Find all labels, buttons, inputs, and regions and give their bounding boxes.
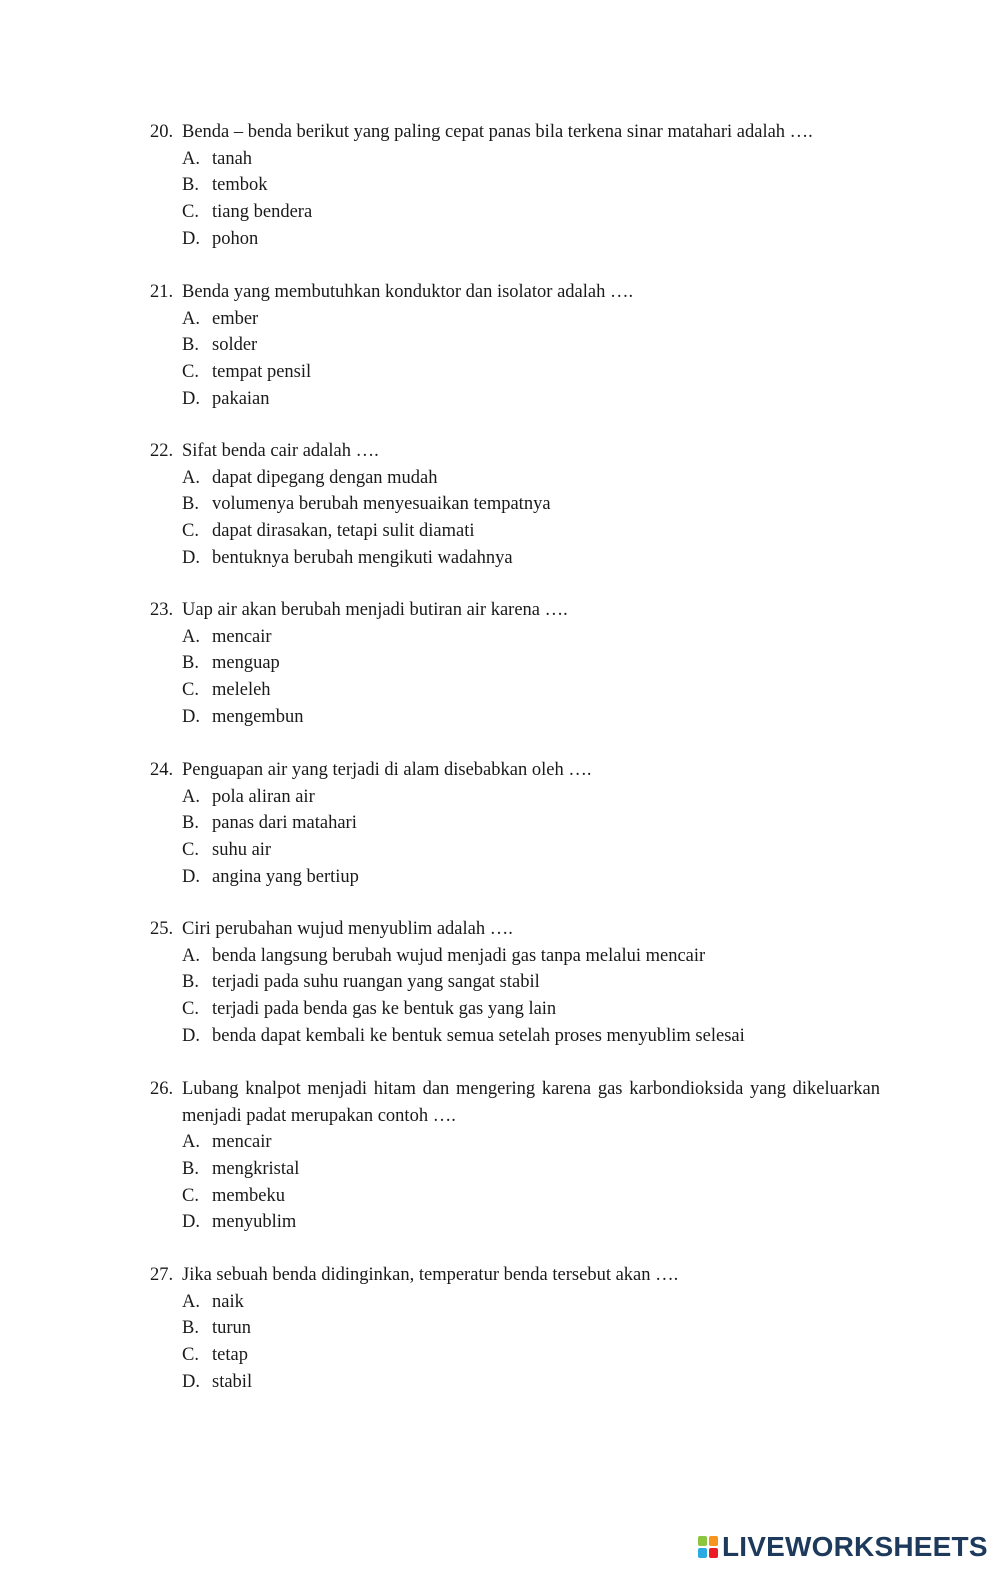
option-list: [150, 465, 880, 572]
option-text: pakaian: [212, 388, 270, 409]
option-b[interactable]: [150, 810, 880, 837]
option-b[interactable]: [150, 1315, 880, 1342]
question-prompt: Penguapan air yang terjadi di alam disebabkan oleh ….: [182, 760, 592, 780]
option-c[interactable]: [150, 518, 880, 545]
option-text: pohon: [212, 228, 259, 249]
option-letter: C.: [182, 362, 199, 383]
option-text: benda dapat kembali ke bentuk semua setelah proses menyublim selesai: [212, 1025, 745, 1046]
option-letter: B.: [182, 653, 199, 674]
question-prompt: Sifat benda cair adalah ….: [182, 441, 379, 461]
option-letter: C.: [182, 521, 199, 542]
option-text: ember: [212, 308, 259, 329]
option-letter: C.: [182, 1345, 199, 1366]
option-list: [150, 624, 880, 731]
option-letter: B.: [182, 335, 199, 356]
option-letter: D.: [182, 547, 200, 568]
option-letter: A.: [182, 1291, 200, 1312]
option-b[interactable]: [150, 969, 880, 996]
option-letter: A.: [182, 626, 200, 647]
question-25: [150, 916, 880, 1049]
question-number: 22.: [150, 441, 174, 461]
question-text: [150, 757, 880, 784]
option-text: panas dari matahari: [212, 813, 357, 834]
option-text: naik: [212, 1291, 244, 1312]
question-21: [150, 279, 880, 412]
question-number: 25.: [150, 919, 174, 939]
option-b[interactable]: [150, 491, 880, 518]
question-23: [150, 597, 880, 730]
option-text: tiang bendera: [212, 202, 313, 223]
option-text: bentuknya berubah mengikuti wadahnya: [212, 547, 513, 568]
option-d[interactable]: [150, 1369, 880, 1396]
option-text: terjadi pada suhu ruangan yang sangat stabil: [212, 972, 540, 993]
option-letter: D.: [182, 388, 200, 409]
question-number: 23.: [150, 600, 174, 620]
option-d[interactable]: [150, 704, 880, 731]
option-text: mengkristal: [212, 1159, 300, 1180]
question-text: [150, 1262, 880, 1289]
option-list: [150, 1129, 880, 1236]
option-a[interactable]: [150, 465, 880, 492]
question-number: 27.: [150, 1265, 174, 1285]
option-text: membeku: [212, 1185, 285, 1206]
option-letter: C.: [182, 999, 199, 1020]
option-letter: A.: [182, 148, 200, 169]
option-text: dapat dipegang dengan mudah: [212, 467, 438, 488]
question-prompt: Benda yang membutuhkan konduktor dan isolator adalah ….: [182, 282, 634, 302]
option-text: suhu air: [212, 840, 272, 861]
option-text: tempat pensil: [212, 362, 312, 383]
option-d[interactable]: [150, 864, 880, 891]
option-text: meleleh: [212, 680, 271, 701]
option-list: [150, 943, 880, 1050]
option-list: [150, 784, 880, 891]
question-text: [150, 438, 880, 465]
option-text: volumenya berubah menyesuaikan tempatnya: [212, 494, 551, 515]
question-prompt: Ciri perubahan wujud menyublim adalah ….: [182, 919, 513, 939]
option-letter: D.: [182, 866, 200, 887]
option-a[interactable]: [150, 1129, 880, 1156]
option-letter: C.: [182, 1185, 199, 1206]
question-text: [150, 916, 880, 943]
option-text: menyublim: [212, 1212, 297, 1233]
question-text: [150, 279, 880, 306]
option-text: tetap: [212, 1345, 248, 1366]
option-b[interactable]: [150, 332, 880, 359]
option-letter: D.: [182, 1371, 200, 1392]
option-letter: C.: [182, 840, 199, 861]
question-number: 26.: [150, 1079, 174, 1099]
question-number: 21.: [150, 282, 174, 302]
liveworksheets-watermark: [698, 1532, 988, 1562]
option-a[interactable]: [150, 146, 880, 173]
option-text: mengembun: [212, 706, 304, 727]
option-text: stabil: [212, 1371, 253, 1392]
liveworksheets-logo-icon: [698, 1536, 718, 1558]
question-prompt: Jika sebuah benda didinginkan, temperatur benda tersebut akan ….: [182, 1265, 679, 1285]
option-text: tanah: [212, 148, 253, 169]
question-prompt: Benda – benda berikut yang paling cepat panas bila terkena sinar matahari adalah ….: [182, 122, 813, 142]
option-letter: D.: [182, 228, 200, 249]
option-c[interactable]: [150, 677, 880, 704]
option-letter: B.: [182, 494, 199, 515]
question-number: 24.: [150, 760, 174, 780]
option-text: mencair: [212, 1132, 272, 1153]
option-a[interactable]: [150, 784, 880, 811]
option-text: mencair: [212, 626, 272, 647]
option-letter: C.: [182, 202, 199, 223]
option-d[interactable]: [150, 1209, 880, 1236]
option-letter: B.: [182, 1159, 199, 1180]
option-letter: A.: [182, 1132, 200, 1153]
option-letter: B.: [182, 1318, 199, 1339]
question-24: [150, 757, 880, 890]
option-text: angina yang bertiup: [212, 866, 359, 887]
option-text: solder: [212, 335, 258, 356]
option-list: [150, 146, 880, 253]
question-number: 20.: [150, 122, 174, 142]
option-c[interactable]: [150, 1183, 880, 1210]
option-text: benda langsung berubah wujud menjadi gas tanpa melalui mencair: [212, 945, 706, 966]
option-letter: A.: [182, 467, 200, 488]
option-letter: D.: [182, 1025, 200, 1046]
option-text: turun: [212, 1318, 252, 1339]
option-list: [150, 1289, 880, 1396]
option-letter: A.: [182, 786, 200, 807]
question-27: [150, 1262, 880, 1395]
option-text: menguap: [212, 653, 280, 674]
option-text: terjadi pada benda gas ke bentuk gas yang lain: [212, 999, 557, 1020]
option-b[interactable]: [150, 172, 880, 199]
option-a[interactable]: [150, 1289, 880, 1316]
question-26: [150, 1076, 880, 1236]
option-letter: C.: [182, 680, 199, 701]
option-d[interactable]: [150, 545, 880, 572]
option-letter: B.: [182, 972, 199, 993]
option-letter: A.: [182, 945, 200, 966]
option-d[interactable]: [150, 226, 880, 253]
option-letter: D.: [182, 1212, 200, 1233]
option-text: dapat dirasakan, tetapi sulit diamati: [212, 521, 475, 542]
option-c[interactable]: [150, 837, 880, 864]
question-prompt: Lubang knalpot menjadi hitam dan mengering karena gas karbondioksida yang dikeluarkan menjadi padat merupakan contoh ….: [182, 1079, 880, 1126]
option-b[interactable]: [150, 650, 880, 677]
option-c[interactable]: [150, 199, 880, 226]
question-prompt: Uap air akan berubah menjadi butiran air karena ….: [182, 600, 568, 620]
option-text: tembok: [212, 175, 268, 196]
watermark-text: LIVEWORKSHEETS: [722, 1531, 988, 1562]
option-c[interactable]: [150, 359, 880, 386]
question-text: [150, 1076, 880, 1129]
option-list: [150, 306, 880, 413]
option-c[interactable]: [150, 1342, 880, 1369]
option-a[interactable]: [150, 624, 880, 651]
question-text: [150, 119, 880, 146]
option-letter: B.: [182, 813, 199, 834]
option-b[interactable]: [150, 1156, 880, 1183]
option-d[interactable]: [150, 1023, 880, 1050]
option-letter: B.: [182, 175, 199, 196]
option-letter: A.: [182, 308, 200, 329]
option-c[interactable]: [150, 996, 880, 1023]
option-a[interactable]: [150, 306, 880, 333]
question-20: [150, 119, 880, 252]
question-22: [150, 438, 880, 571]
question-text: [150, 597, 880, 624]
option-d[interactable]: [150, 386, 880, 413]
option-a[interactable]: [150, 943, 880, 970]
option-text: pola aliran air: [212, 786, 315, 807]
option-letter: D.: [182, 706, 200, 727]
